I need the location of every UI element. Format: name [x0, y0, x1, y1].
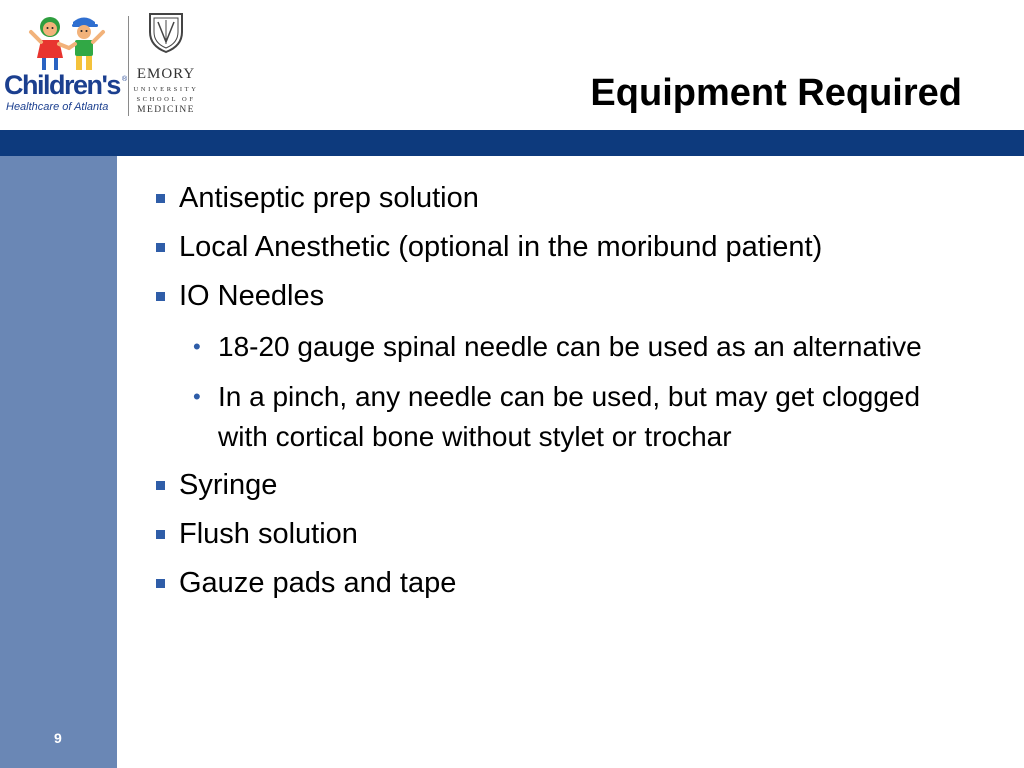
bullet-item — [155, 467, 975, 504]
childrens-subtitle: Healthcare of Atlanta — [6, 101, 109, 113]
logo-divider — [128, 16, 129, 116]
childrens-healthcare-logo — [4, 14, 126, 118]
emory-university-text: UNIVERSITY — [133, 86, 199, 93]
emory-school-text: SCHOOL OF — [136, 96, 196, 103]
header-band — [0, 130, 1024, 156]
emory-wordmark: EMORY — [136, 66, 196, 82]
bullet-list — [155, 180, 975, 614]
square-bullet-icon — [156, 530, 165, 539]
registered-mark: ® — [122, 76, 128, 83]
square-bullet-icon — [156, 243, 165, 252]
bullet-text: Gauze pads and tape — [179, 567, 457, 599]
childrens-wordmark: Children's — [4, 70, 120, 100]
bullet-text: Local Anesthetic (optional in the moribund patient) — [179, 231, 823, 263]
sub-bullet-text: 18-20 gauge spinal needle can be used as an alternative — [218, 331, 922, 362]
square-bullet-icon — [156, 481, 165, 490]
children-figures-icon — [28, 14, 108, 72]
bullet-text: Flush solution — [179, 518, 358, 550]
bullet-item — [155, 180, 975, 217]
round-bullet-icon: • — [193, 334, 201, 359]
round-bullet-icon: • — [193, 384, 201, 409]
bullet-item — [155, 516, 975, 553]
emory-medicine-logo — [130, 12, 202, 120]
emory-shield-icon — [148, 12, 184, 54]
square-bullet-icon — [156, 292, 165, 301]
bullet-text: Syringe — [179, 469, 278, 501]
left-sidebar — [0, 156, 117, 768]
bullet-item — [155, 565, 975, 602]
sub-bullet-item — [193, 327, 975, 367]
emory-medicine-text: MEDICINE — [137, 105, 195, 115]
square-bullet-icon — [156, 579, 165, 588]
bullet-item — [155, 278, 975, 315]
sub-bullet-text: In a pinch, any needle can be used, but may get clogged with cortical bone without stylet or trochar — [218, 381, 921, 452]
bullet-item — [155, 229, 975, 266]
bullet-text: IO Needles — [179, 280, 325, 312]
page-number: 9 — [54, 730, 62, 746]
bullet-text: Antiseptic prep solution — [179, 182, 479, 214]
slide-title: Equipment Required — [590, 72, 962, 114]
sub-bullet-item — [193, 377, 975, 457]
slide-header — [0, 0, 1024, 130]
square-bullet-icon — [156, 194, 165, 203]
